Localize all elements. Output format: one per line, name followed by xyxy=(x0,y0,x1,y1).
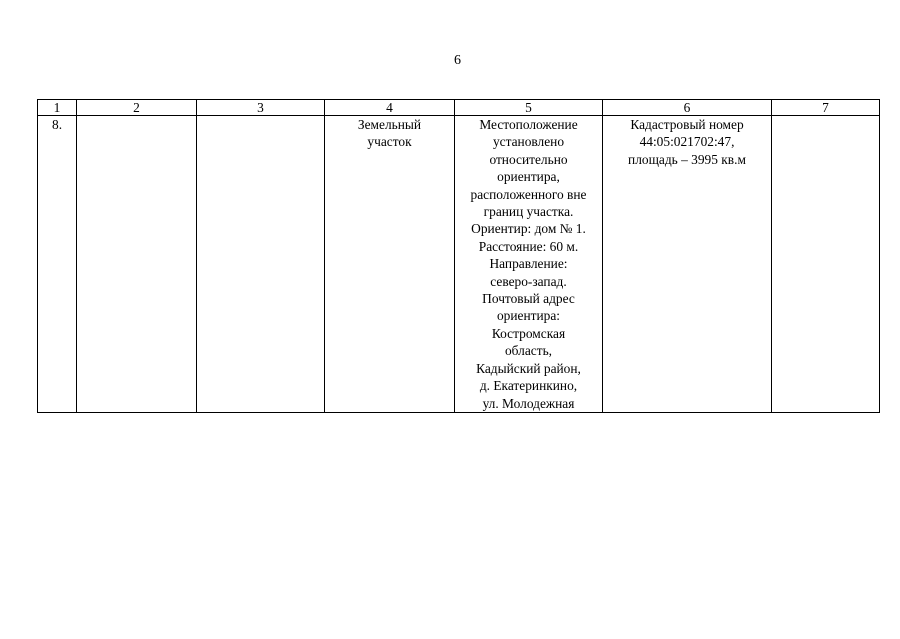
location-line: северо-запад. xyxy=(490,273,567,289)
column-header-7: 7 xyxy=(772,100,880,116)
location-line: ориентира, xyxy=(497,169,560,185)
column-header-5: 5 xyxy=(455,100,603,116)
location-line: Почтовый адрес xyxy=(482,291,575,307)
column-header-2: 2 xyxy=(77,100,197,116)
cadastral-info-line: 44:05:021702:47, xyxy=(639,134,735,150)
location-line: Костромская xyxy=(491,325,566,341)
column-7-cell xyxy=(772,116,880,413)
table-row xyxy=(38,116,880,413)
column-2-cell xyxy=(77,116,197,413)
location-line: Направление: xyxy=(489,256,568,272)
location-cell xyxy=(455,116,603,413)
cadastral-info-line: Кадастровый номер xyxy=(630,117,744,132)
location-line: установлено xyxy=(492,134,565,150)
column-header-3: 3 xyxy=(197,100,325,116)
cadastral-info-cell xyxy=(603,116,772,413)
object-type-line: Земельный xyxy=(357,117,422,132)
column-header-4: 4 xyxy=(325,100,455,116)
column-header-6: 6 xyxy=(603,100,772,116)
location-line: Ориентир: дом № 1. xyxy=(471,221,586,237)
column-3-cell xyxy=(197,116,325,413)
location-line: ул. Молодежная xyxy=(482,395,575,411)
location-line: Местоположение xyxy=(479,117,578,132)
location-line: Кадыйский район, xyxy=(476,360,581,376)
location-line: Расстояние: 60 м. xyxy=(478,238,579,254)
location-line: границ участка. xyxy=(483,204,574,220)
location-line: ориентира: xyxy=(496,308,561,324)
table-header-row xyxy=(38,100,880,116)
object-type-cell xyxy=(325,116,455,413)
cadastral-info-line: площадь – 3995 кв.м xyxy=(628,151,746,167)
object-type-line: участок xyxy=(367,134,412,150)
registry-table xyxy=(37,99,880,413)
row-number-cell: 8. xyxy=(38,116,77,413)
location-line: область, xyxy=(504,343,553,359)
page-number: 6 xyxy=(454,53,461,68)
location-line: расположенного вне xyxy=(470,186,587,202)
column-header-1: 1 xyxy=(38,100,77,116)
location-line: относительно xyxy=(489,151,568,167)
location-line: д. Екатеринкино, xyxy=(479,378,578,394)
